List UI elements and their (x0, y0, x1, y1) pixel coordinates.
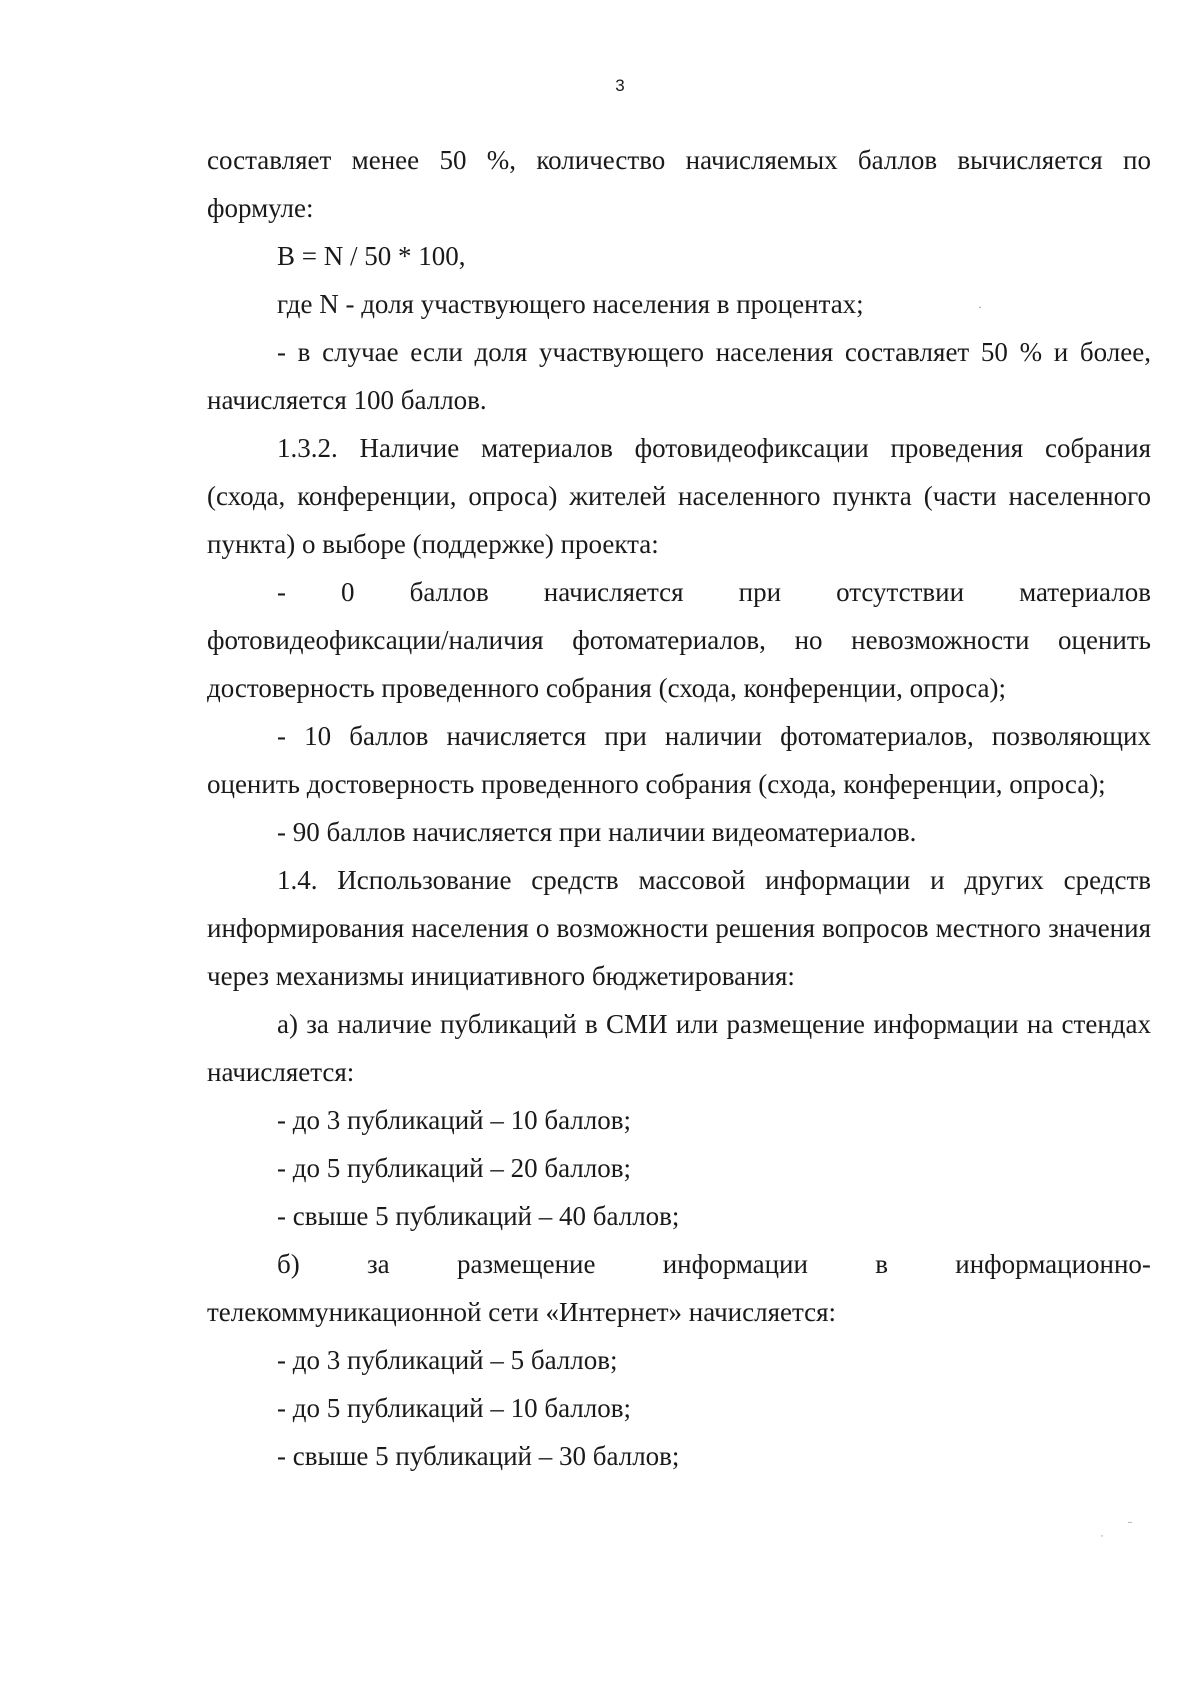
paragraph-10-points: - 10 баллов начисляется при наличии фотоматериалов, позволяющих оценить достоверность проведенного собрания (схода, конференции, опроса); (207, 721, 1151, 799)
zero-points-line (207, 568, 1151, 616)
word: отсутствии (836, 577, 965, 607)
word: 0 (341, 577, 355, 607)
formula: B = N / 50 * 100, (277, 241, 466, 271)
paragraph-1-3-2: 1.3.2. Наличие материалов фотовидеофиксации проведения собрания (схода, конференции, опроса) жителей населенного пункта (части населенного пункта) о выборе (поддержке) проекта: (207, 433, 1151, 559)
word: материалов (1019, 577, 1151, 607)
word: информационно- (955, 1249, 1151, 1279)
word: при (738, 577, 782, 607)
scan-speck: ¨ (1128, 1518, 1132, 1532)
list-item: - свыше 5 публикаций – 40 баллов; (277, 1201, 680, 1231)
paragraph-1-4: 1.4. Использование средств массовой информации и других средств информирования населения о возможности решения вопросов местного значения через механизмы инициативного бюджетирования: (207, 865, 1151, 991)
list-item: - до 5 публикаций – 20 баллов; (277, 1153, 632, 1183)
word: в (875, 1249, 888, 1279)
word: за (367, 1249, 390, 1279)
list-item: - свыше 5 публикаций – 30 баллов; (277, 1441, 680, 1471)
zero-points-continuation: фотовидеофиксации/наличия фотоматериалов, но невозможности оценить достоверность проведенного собрания (схода, конференции, опроса); (207, 625, 1151, 703)
word: б) (277, 1249, 300, 1279)
word: размещение (456, 1249, 596, 1279)
word: информации (662, 1249, 808, 1279)
paragraph-90-points: - 90 баллов начисляется при наличии видеоматериалов. (277, 817, 917, 847)
internet-continuation: телекоммуникационной сети «Интернет» начисляется: (207, 1297, 837, 1327)
scan-speck: ˙ (1100, 1532, 1104, 1546)
document-body (207, 136, 1151, 1480)
word: - (277, 577, 286, 607)
internet-line (207, 1240, 1151, 1288)
paragraph-media: а) за наличие публикаций в СМИ или размещение информации на стендах начисляется: (207, 1009, 1151, 1087)
word: начисляется (543, 577, 684, 607)
page-number: 3 (615, 76, 625, 95)
scan-speck: · (978, 300, 982, 314)
formula-definition: где N - доля участвующего населения в процентах; (277, 289, 864, 319)
paragraph-full-points: - в случае если доля участвующего населения составляет 50 % и более, начисляется 100 баллов. (207, 337, 1151, 415)
list-item: - до 5 публикаций – 10 баллов; (277, 1393, 632, 1423)
paragraph-continuation: составляет менее 50 %, количество начисляемых баллов вычисляется по формуле: (207, 145, 1151, 223)
word: баллов (409, 577, 489, 607)
list-item: - до 3 публикаций – 10 баллов; (277, 1105, 632, 1135)
list-item: - до 3 публикаций – 5 баллов; (277, 1345, 618, 1375)
